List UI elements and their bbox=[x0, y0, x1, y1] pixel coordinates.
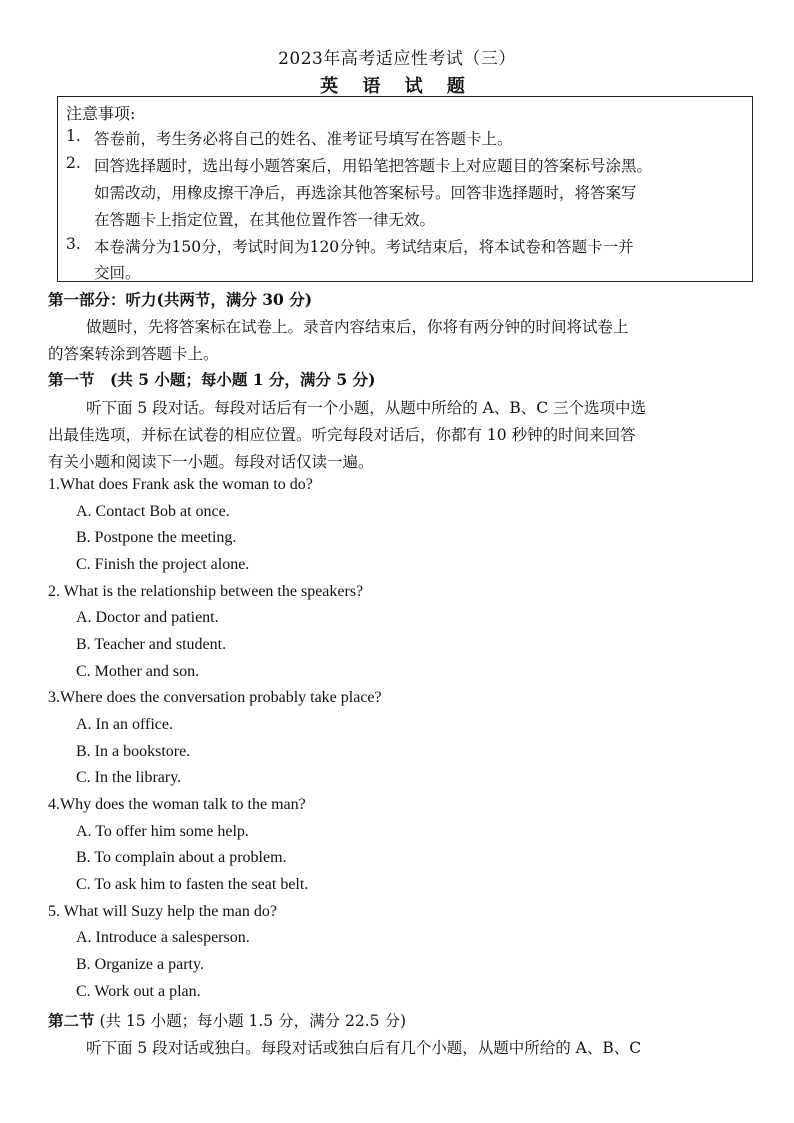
answer-option: A. Contact Bob at once. bbox=[76, 503, 230, 520]
notice-item-line: 交回。 bbox=[94, 264, 141, 282]
section2-heading bbox=[48, 1009, 406, 1031]
subject-title: 英 语 试 题 bbox=[320, 76, 474, 97]
notice-item-number: 3. bbox=[66, 235, 81, 253]
question-stem: 4.Why does the woman talk to the man? bbox=[48, 796, 306, 813]
notice-heading: 注意事项: bbox=[66, 104, 136, 123]
section1-instruction-line: 听下面 5 段对话。每段对话后有一个小题，从题中所给的 A、B、C 三个选项中选 bbox=[86, 399, 647, 417]
part1-instruction-line: 做题时，先将答案标在试卷上。录音内容结束后，你将有两分钟的时间将试卷上 bbox=[86, 318, 629, 336]
question-stem: 5. What will Suzy help the man do? bbox=[48, 903, 277, 920]
part1-instruction-line: 的答案转涂到答题卡上。 bbox=[48, 345, 219, 363]
answer-option: A. Introduce a salesperson. bbox=[76, 929, 250, 946]
notice-item-number: 1. bbox=[66, 127, 81, 145]
section1-instruction-line: 有关小题和阅读下一小题。每段对话仅读一遍。 bbox=[48, 453, 374, 471]
answer-option: C. In the library. bbox=[76, 769, 182, 786]
notice-item-line: 答卷前，考生务必将自己的姓名、准考证号填写在答题卡上。 bbox=[94, 130, 513, 148]
section1-heading: 第一节 (共 5 小题；每小题 1 分，满分 5 分) bbox=[48, 370, 376, 389]
notice-item-number: 2. bbox=[66, 154, 81, 172]
answer-option: B. Teacher and student. bbox=[76, 636, 227, 653]
notice-item-line: 如需改动，用橡皮擦干净后，再选涂其他答案标号。回答非选择题时，将答案写 bbox=[94, 184, 637, 202]
answer-option: A. In an office. bbox=[76, 716, 173, 733]
exam-title: 2023年高考适应性考试（三） bbox=[278, 49, 516, 69]
notice-item-line: 在答题卡上指定位置，在其他位置作答一律无效。 bbox=[94, 211, 436, 229]
answer-option: B. To complain about a problem. bbox=[76, 849, 287, 866]
section2-instruction-line: 听下面 5 段对话或独白。每段对话或独白后有几个小题，从题中所给的 A、B、C bbox=[86, 1039, 642, 1057]
section2-heading-label: 第二节 bbox=[48, 1011, 95, 1030]
question-stem: 2. What is the relationship between the speakers? bbox=[48, 583, 364, 600]
notice-box bbox=[57, 96, 753, 282]
answer-option: C. Work out a plan. bbox=[76, 983, 201, 1000]
question-stem: 1.What does Frank ask the woman to do? bbox=[48, 476, 313, 493]
answer-option: B. Organize a party. bbox=[76, 956, 204, 973]
answer-option: C. To ask him to fasten the seat belt. bbox=[76, 876, 309, 893]
notice-item-line: 回答选择题时，选出每小题答案后，用铅笔把答题卡上对应题目的答案标号涂黑。 bbox=[94, 157, 653, 175]
answer-option: A. To offer him some help. bbox=[76, 823, 249, 840]
answer-option: A. Doctor and patient. bbox=[76, 609, 219, 626]
answer-option: B. In a bookstore. bbox=[76, 743, 191, 760]
answer-option: C. Mother and son. bbox=[76, 663, 200, 680]
section2-heading-detail: (共 15 小题；每小题 1.5 分，满分 22.5 分) bbox=[94, 1012, 406, 1030]
answer-option: C. Finish the project alone. bbox=[76, 556, 250, 573]
question-stem: 3.Where does the conversation probably take place? bbox=[48, 689, 382, 706]
answer-option: B. Postpone the meeting. bbox=[76, 529, 237, 546]
notice-item-line: 本卷满分为150分，考试时间为120分钟。考试结束后，将本试卷和答题卡一并 bbox=[94, 238, 634, 256]
section1-instruction-line: 出最佳选项，并标在试卷的相应位置。听完每段对话后，你都有 10 秒钟的时间来回答 bbox=[48, 426, 636, 444]
part1-heading: 第一部分：听力(共两节，满分 30 分) bbox=[48, 290, 313, 309]
